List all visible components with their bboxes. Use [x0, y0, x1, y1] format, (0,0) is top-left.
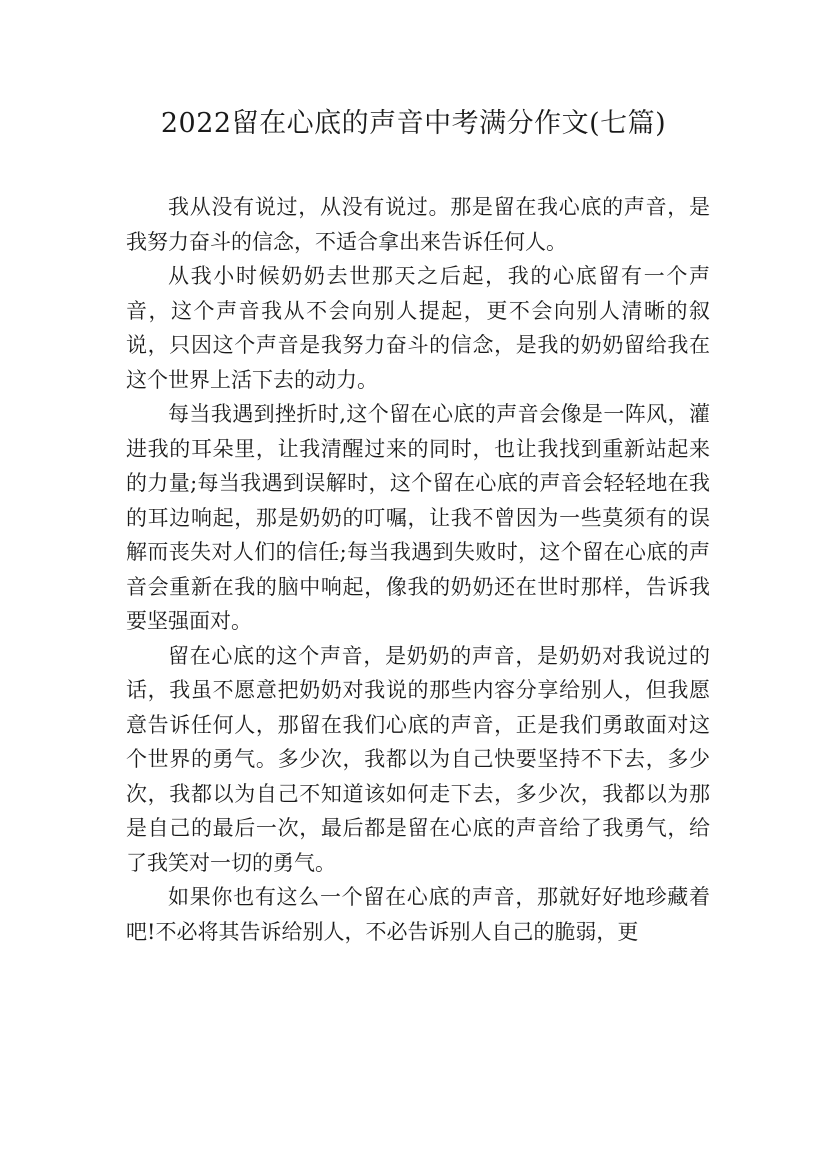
document-title: 2022留在心底的声音中考满分作文(七篇) [160, 108, 667, 139]
document-body [126, 190, 710, 949]
paragraph-3: 每当我遇到挫折时,这个留在心底的声音会像是一阵风，灌进我的耳朵里，让我清醒过来的同时，也让我找到重新站起来的力量;每当我遇到误解时，这个留在心底的声音会轻轻地在我的耳边响起，那是奶奶的叮嘱，让我不曾因为一些莫须有的误解而丧失对人们的信任;每当我遇到失败时，这个留在心底的声音会重新在我的脑中响起，像我的奶奶还在世时那样，告诉我要坚强面对。 [126, 402, 710, 633]
paragraph-2: 从我小时候奶奶去世那天之后起，我的心底留有一个声音，这个声音我从不会向别人提起，更不会向别人清晰的叙说，只因这个声音是我努力奋斗的信念，是我的奶奶留给我在这个世界上活下去的动力。 [126, 264, 710, 392]
paragraph-4: 留在心底的这个声音，是奶奶的声音，是奶奶对我说过的话，我虽不愿意把奶奶对我说的那些内容分享给别人，但我愿意告诉任何人，那留在我们心底的声音，正是我们勇敢面对这个世界的勇气。多少次，我都以为自己快要坚持不下去，多少次，我都以为自己不知道该如何走下去，多少次，我都以为那是自己的最后一次，最后都是留在心底的声音给了我勇气，给了我笑对一切的勇气。 [126, 643, 710, 875]
paragraph-1: 我从没有说过，从没有说过。那是留在我心底的声音，是我努力奋斗的信念，不适合拿出来告诉任何人。 [126, 195, 710, 254]
paragraph-5: 如果你也有这么一个留在心底的声音，那就好好地珍藏着吧!不必将其告诉给别人，不必告诉别人自己的脆弱，更 [126, 885, 710, 944]
